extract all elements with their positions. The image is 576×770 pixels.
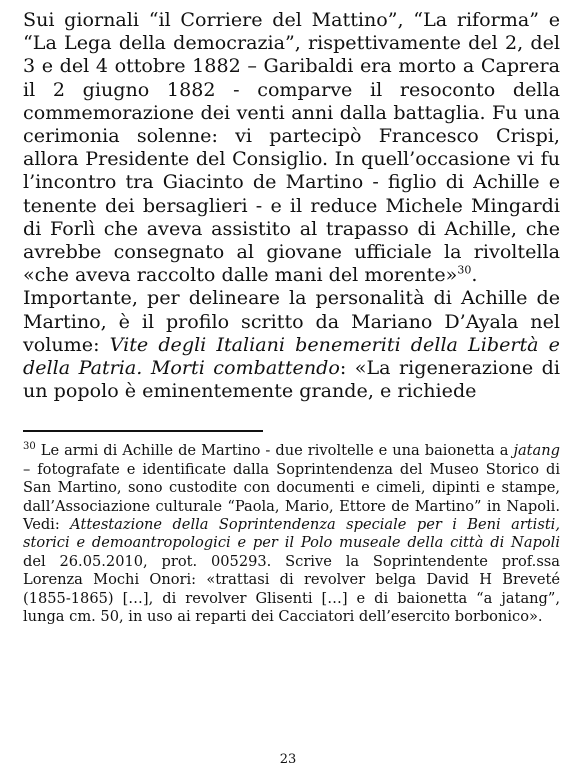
footnote-reference: 30 xyxy=(457,263,472,277)
footnote-italic-1: jatang xyxy=(513,442,560,460)
document-page xyxy=(23,8,560,627)
footnote-italic-2: Attestazione della Soprintendenza speciale per i Beni artisti, storici e demoantropologici e per il Polo museale della città di Napoli xyxy=(23,516,560,552)
paragraph-2 xyxy=(23,286,560,402)
book-title: Vite degli Italiani benemeriti della Libertà e della Patria. Morti combattendo xyxy=(23,332,560,380)
footnote-text-1: Le armi di Achille de Martino - due rivoltelle e una baionetta a xyxy=(35,442,514,460)
paragraph-2-text: Importante, per delineare la personalità di Achille de Martino, è il profilo scritto da Mariano D’Ayala nel volume: xyxy=(23,286,560,356)
footnote-text-3: del 26.05.2010, prot. 005293. Scrive la Soprintendente prof.ssa Lorenza Mochi Onori: «trattasi di revolver belga David H Breveté (1855-1865) […], di revolver Glisenti […] e di baionetta “a jatang”, lunga cm. 50, in uso ai reparti dei Cacciatori dell’esercito borbonico». xyxy=(23,552,560,626)
paragraph-1-end: . xyxy=(471,263,478,287)
paragraph-1-text: Sui giornali “il Corriere del Mattino”, “La riforma” e “La Lega della democrazia”, rispettivamente del 2, del 3 e del 4 ottobre 1882 – Garibaldi era morto a Caprera il 2 giugno 1882 - comparve il resoconto della commemorazione dei venti anni dalla battaglia. Fu una cerimonia solenne: vi partecipò Francesco Crispi, allora Presidente del Consiglio. In quell’occasione vi fu l’incontro tra Giacinto de Martino - figlio di Achille e tenente dei bersaglieri - e il reduce Michele Mingardi di Forlì che aveva assistito al trapasso di Achille, che avrebbe consegnato al giovane ufficiale la rivoltella «che aveva raccolto dalle mani del morente» xyxy=(23,8,560,287)
footnote-text-2: – fotografate e identificate dalla Soprintendenza del Museo Storico di San Martino, sono custodite con documenti e cimeli, dipinti e stampe, dall’Associazione culturale “Paola, Mario, Ettore de Martino” in Napoli. Vedi: xyxy=(23,460,560,534)
paragraph-2-quote: : «La rigenerazione di un popolo è eminentemente grande, e richiede xyxy=(23,356,561,403)
footnote-separator xyxy=(23,430,263,432)
paragraph-1 xyxy=(23,8,560,286)
footnote-number: 30 xyxy=(23,441,36,453)
footnote-30 xyxy=(23,442,560,626)
page-number: 23 xyxy=(279,752,297,767)
body-text xyxy=(23,8,560,402)
